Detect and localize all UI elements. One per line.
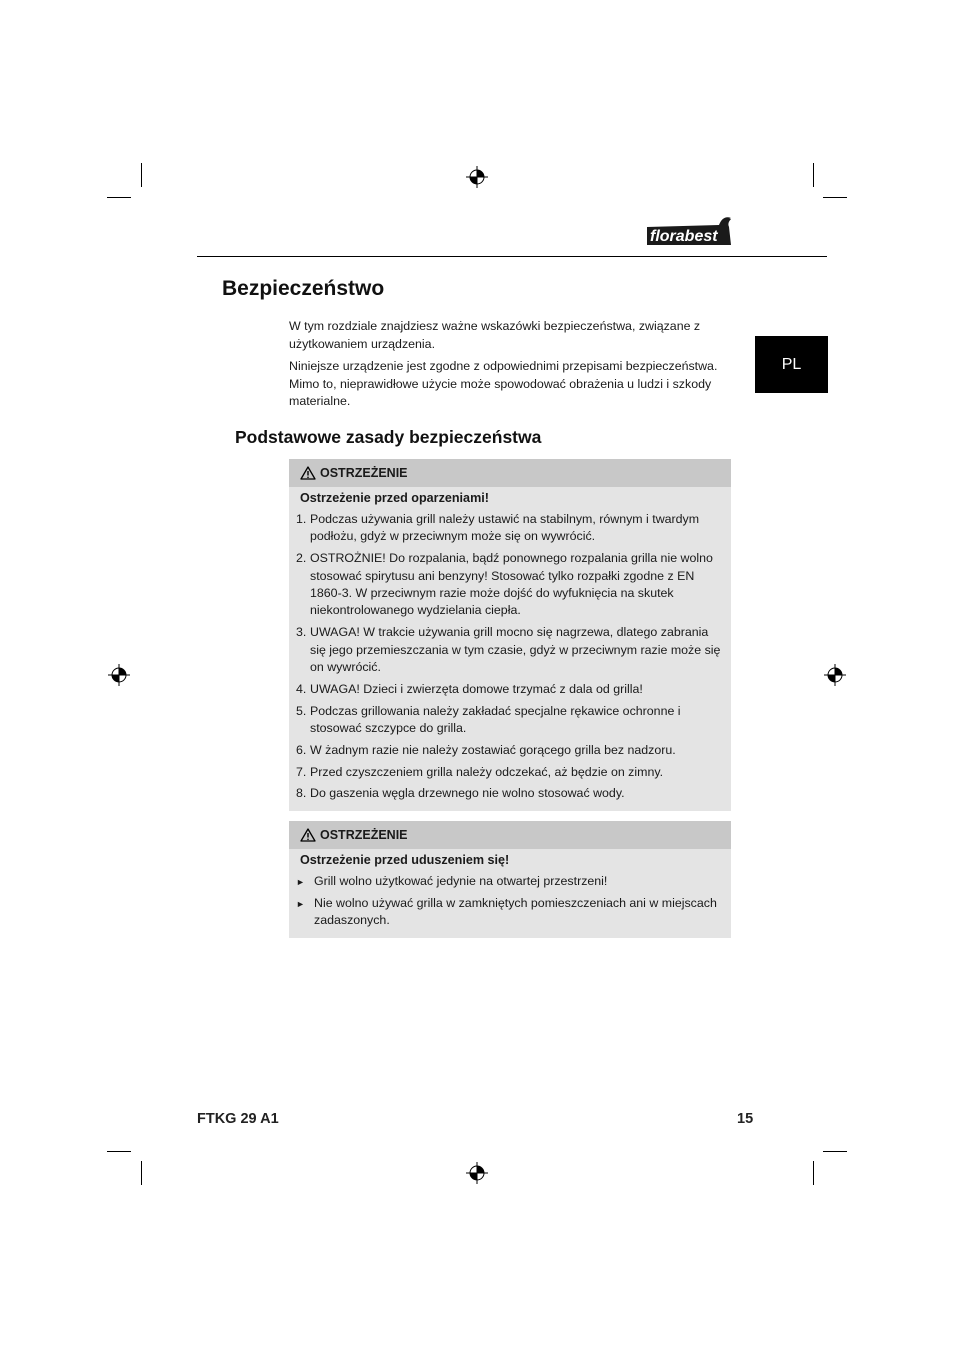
registration-mark-icon — [466, 1162, 488, 1184]
intro-paragraph: Niniejsze urządzenie jest zgodne z odpowiednimi przepisami bezpieczeństwa. Mimo to, nieprawidłowe użycie może spowodować obrażenia u ludzi i szkody materialne. — [289, 359, 718, 408]
crop-mark — [823, 1151, 847, 1152]
registration-mark-icon — [466, 166, 488, 188]
list-item: ► Nie wolno używać grilla w zamkniętych pomieszczeniach ani w miejscach zadaszonych. — [296, 895, 717, 928]
list-item: 7. Przed czyszczeniem grilla należy odczekać, aż będzie on zimny. — [296, 764, 664, 779]
warning-header — [289, 821, 731, 849]
florabest-logo — [645, 213, 733, 247]
crop-mark — [813, 163, 814, 187]
page-number: 15 — [737, 1111, 754, 1127]
warning-box-suffocation — [289, 821, 731, 938]
crop-mark — [107, 197, 131, 198]
arrow-bullet-icon: ► — [296, 877, 305, 887]
header-rule — [197, 256, 827, 257]
warning-box-burns — [289, 459, 731, 811]
warning-subtitle: Ostrzeżenie przed uduszeniem się! — [300, 853, 510, 867]
warning-list — [289, 509, 731, 811]
warning-triangle-icon — [300, 828, 316, 842]
warning-subtitle: Ostrzeżenie przed oparzeniami! — [300, 491, 489, 505]
language-tab: PL — [755, 336, 828, 393]
warning-label: OSTRZEŻENIE — [320, 828, 408, 842]
crop-mark — [823, 197, 847, 198]
list-item: 5. Podczas grillowania należy zakładać specjalne rękawice ochronne i stosować szczypce do grilla. — [296, 703, 681, 736]
list-item: 1. Podczas używania grill należy ustawić na stabilnym, równym i twardym podłożu, gdyż w przeciwnym może się on wywrócić. — [296, 512, 700, 544]
list-item: ► Grill wolno użytkować jedynie na otwartej przestrzeni! — [296, 873, 723, 890]
crop-mark — [813, 1161, 814, 1185]
warning-label: OSTRZEŻENIE — [320, 466, 408, 480]
intro-paragraph: W tym rozdziale znajdziesz ważne wskazówki bezpieczeństwa, związane z użytkowaniem urządzenia. — [289, 319, 701, 351]
page-title: Bezpieczeństwo — [222, 277, 385, 300]
list-item: 6. W żadnym razie nie należy zostawiać gorącego grilla bez nadzoru. — [296, 742, 676, 757]
list-item: 3. UWAGA! W trakcie używania grill mocno się nagrzewa, dlatego zabrania się jego przemieszczania w tym czasie, gdyż w przeciwnym razie może się on wywrócić. — [296, 625, 721, 675]
crop-mark — [107, 1151, 131, 1152]
arrow-bullet-icon: ► — [296, 898, 305, 909]
intro-text — [289, 318, 734, 416]
warning-list — [289, 871, 731, 938]
section-title: Podstawowe zasady bezpieczeństwa — [235, 427, 542, 447]
list-item: 2. OSTROŻNIE! Do rozpalania, bądź ponownego rozpalania grilla nie wolno stosować spirytusu ani benzyny! Stosować tylko rozpałki zgodne z EN 1860-3. W przeciwnym razie może dojść do wyfuknięcia na skutek niekontrolowanego wydzielania ciepła. — [296, 551, 713, 618]
warning-triangle-icon — [300, 466, 316, 480]
list-item: 8. Do gaszenia węgla drzewnego nie wolno stosować wody. — [296, 786, 625, 801]
crop-mark — [141, 163, 142, 187]
registration-mark-icon — [824, 664, 846, 686]
registration-mark-icon — [108, 664, 130, 686]
crop-mark — [141, 1161, 142, 1185]
warning-header — [289, 459, 731, 487]
list-item: 4. UWAGA! Dzieci i zwierzęta domowe trzymać z dala od grilla! — [296, 681, 643, 696]
footer-model: FTKG 29 A1 — [197, 1111, 279, 1127]
svg-text:florabest: florabest — [650, 228, 718, 245]
